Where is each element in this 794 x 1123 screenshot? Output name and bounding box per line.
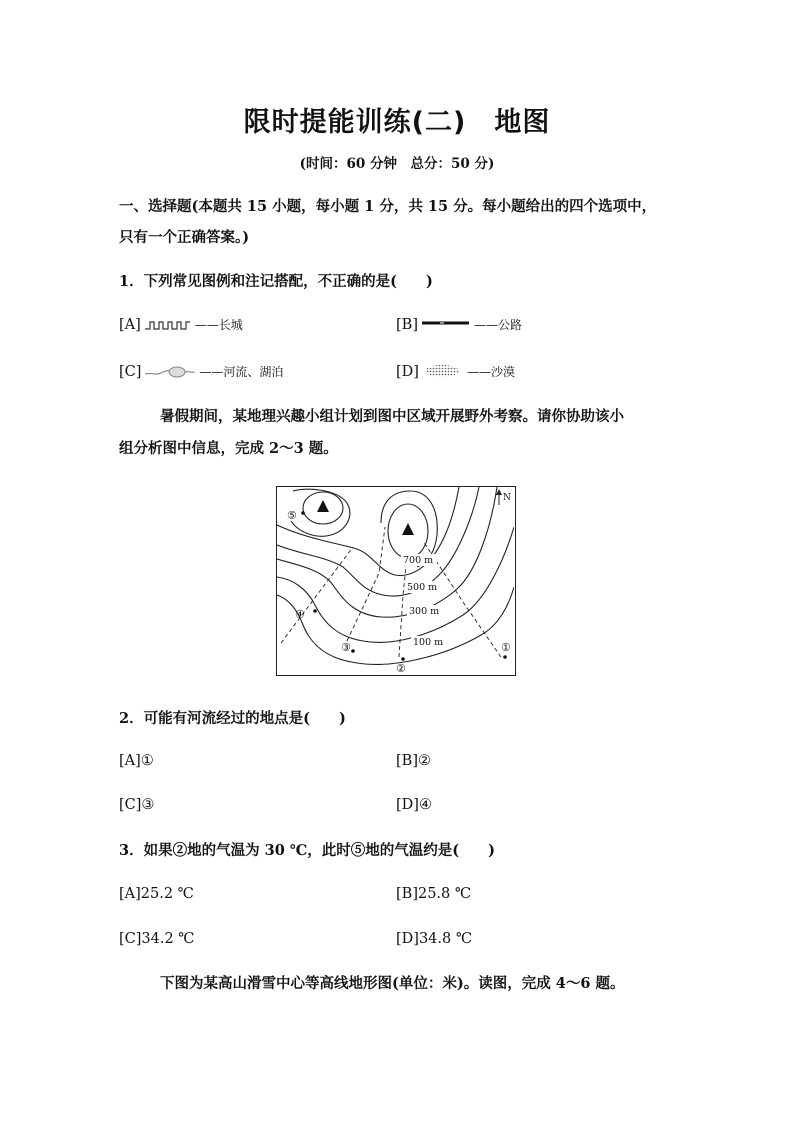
- north-label: N: [503, 493, 511, 503]
- peak-right-icon: [402, 523, 414, 535]
- q1-option-a: [119, 316, 243, 333]
- map-point-5: ⑤: [287, 509, 297, 522]
- question-3-stem: 3．如果②地的气温为 30 ℃，此时⑤地的气温约是( ): [119, 842, 495, 859]
- page-title: 限时提能训练(二) 地图: [243, 107, 551, 138]
- q1-option-a-label: ——长城: [194, 318, 243, 332]
- contour-label-300: 300 m: [409, 606, 440, 617]
- contour-map-drawing: [277, 487, 514, 674]
- question-1-stem: 1．下列常见图例和注记搭配，不正确的是( ): [119, 273, 433, 290]
- map-point-3: ③: [341, 641, 351, 654]
- section-heading-line2: 只有一个正确答案。): [119, 229, 250, 246]
- intro-2-3-line2: 组分析图中信息，完成 2～3 题。: [119, 440, 338, 457]
- map-point-1: ①: [501, 641, 511, 654]
- road-symbol-icon: [422, 318, 470, 332]
- desert-symbol-icon: [423, 364, 463, 380]
- great-wall-symbol-icon: [145, 318, 191, 332]
- map-point-2: ②: [396, 662, 406, 674]
- page-subtitle: (时间：60 分钟 总分：50 分): [299, 156, 495, 172]
- q1-option-c: [119, 363, 283, 380]
- intro-4-6: 下图为某高山滑雪中心等高线地形图(单位：米)。读图，完成 4～6 题。: [160, 975, 625, 992]
- contour-label-700: 700 m: [403, 555, 434, 566]
- q3-option-c: [C]34.2 ℃: [119, 931, 195, 947]
- contour-map: [276, 486, 516, 676]
- q1-option-c-key: [C]: [119, 363, 142, 380]
- q2-option-c: [C]③: [119, 797, 155, 813]
- q1-option-d-label: ——沙漠: [466, 365, 515, 379]
- q2-option-a: [A]①: [119, 753, 154, 769]
- peak-left-icon: [317, 500, 329, 512]
- q1-option-b-key: [B]: [396, 316, 418, 333]
- q1-option-c-label: ——河流、湖泊: [199, 365, 284, 379]
- q1-option-b: [396, 316, 522, 333]
- q3-option-d: [D]34.8 ℃: [396, 931, 473, 947]
- q1-option-d: [396, 363, 515, 380]
- river-lake-symbol-icon: [145, 364, 195, 380]
- intro-2-3-line1: 暑假期间，某地理兴趣小组计划到图中区域开展野外考察。请你协助该小: [160, 408, 624, 425]
- map-point-4: ④: [295, 608, 305, 621]
- section-heading-line1: 一、选择题(本题共 15 小题，每小题 1 分，共 15 分。每小题给出的四个选项中，: [119, 198, 657, 215]
- q1-option-d-key: [D]: [396, 363, 419, 380]
- q3-option-a: [A]25.2 ℃: [119, 886, 194, 902]
- contour-label-500: 500 m: [407, 582, 438, 593]
- question-2-stem: 2．可能有河流经过的地点是( ): [119, 710, 346, 727]
- q3-option-b: [B]25.8 ℃: [396, 886, 472, 902]
- q2-option-d: [D]④: [396, 797, 432, 813]
- contour-label-100: 100 m: [413, 637, 444, 648]
- q2-option-b: [B]②: [396, 753, 431, 769]
- q1-option-a-key: [A]: [119, 316, 141, 333]
- q1-option-b-label: ——公路: [473, 318, 522, 332]
